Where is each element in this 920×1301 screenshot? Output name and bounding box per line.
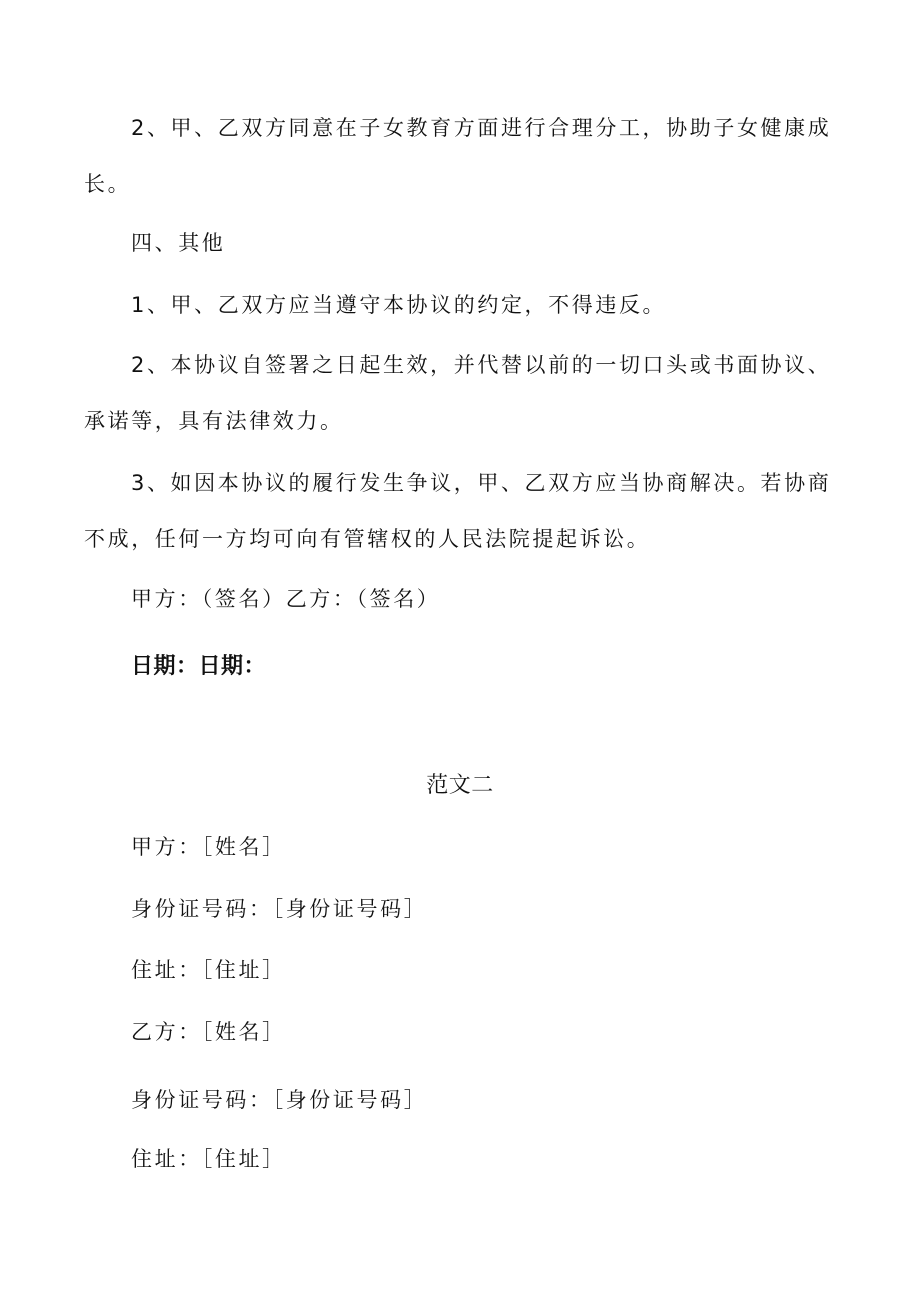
date-line: 日期：日期： xyxy=(131,654,267,679)
party-a-name: 甲方：［姓名］ xyxy=(131,835,286,859)
clause-effective: 2、本协议自签署之日起生效，并代替以前的一切口头或书面协议、承诺等，具有法律效力。 xyxy=(84,353,832,433)
section-title: 范文二 xyxy=(426,773,494,798)
party-b-address: 住址：［住址］ xyxy=(131,1147,286,1171)
party-a-id: 身份证号码：［身份证号码］ xyxy=(131,897,428,921)
party-a-address: 住址：［住址］ xyxy=(131,958,286,982)
signature-line: 甲方：（签名）乙方：（签名） xyxy=(131,587,441,611)
party-b-name: 乙方：［姓名］ xyxy=(131,1020,286,1044)
section-heading-other: 四、其他 xyxy=(131,231,226,255)
party-b-id: 身份证号码：［身份证号码］ xyxy=(131,1088,428,1112)
clause-dispute: 3、如因本协议的履行发生争议，甲、乙双方应当协商解决。若协商不成，任何一方均可向有管辖权的人民法院提起诉讼。 xyxy=(84,471,832,551)
clause-comply: 1、甲、乙双方应当遵守本协议的约定，不得违反。 xyxy=(131,293,667,317)
clause-education: 2、甲、乙双方同意在子女教育方面进行合理分工，协助子女健康成长。 xyxy=(84,116,832,196)
